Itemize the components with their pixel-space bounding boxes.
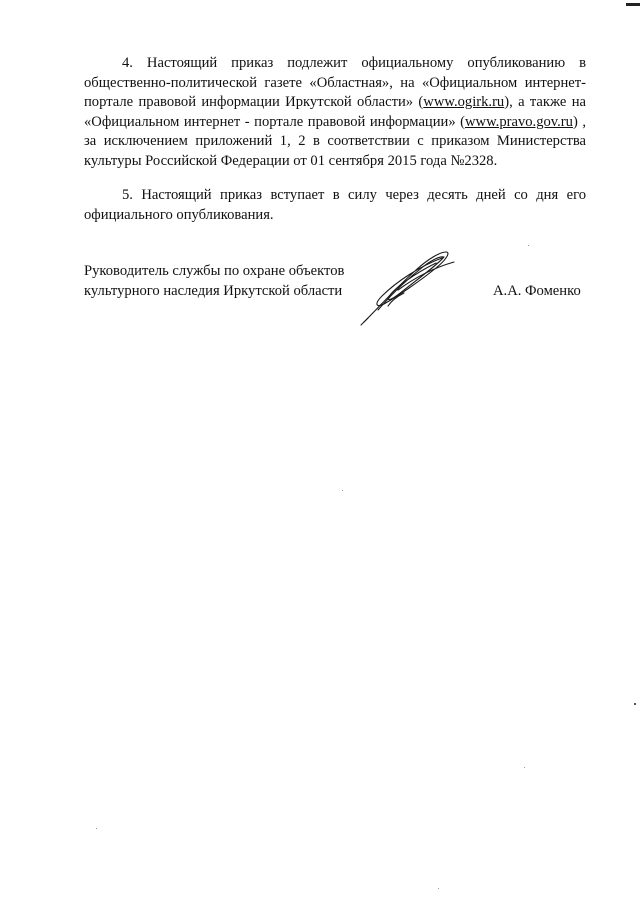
- signatory-title-line-2: культурного наследия Иркутской области: [84, 283, 343, 299]
- paragraph-5-line-1: 5. Настоящий приказ вступает в силу через десять дней со дня его: [122, 187, 586, 203]
- paragraph-5-line-2: официального опубликования.: [84, 206, 274, 223]
- scan-corner-mark: [626, 3, 640, 6]
- scan-speck: [524, 767, 525, 768]
- paragraph-4-line-1: 4. Настоящий приказ подлежит официальному опубликованию в: [122, 55, 586, 71]
- signatory-title: [84, 261, 344, 301]
- scan-speck: [528, 245, 529, 246]
- paragraph-4-line-3-text-b: ), а также на: [504, 94, 586, 111]
- scan-speck: [634, 703, 636, 705]
- signatory-title-line-1: Руководитель службы по охране объектов: [84, 263, 345, 279]
- paragraph-4-line-5: за исключением приложений 1, 2 в соответствии с приказом Министерства: [84, 133, 586, 150]
- paragraph-4-line-4-text-b: ) ,: [572, 113, 586, 130]
- paragraph-5: [84, 186, 586, 225]
- scan-speck: [438, 888, 439, 889]
- paragraph-4-line-3-text-a: портале правовой информации Иркутской области» (: [84, 94, 424, 111]
- handwritten-signature: [358, 246, 458, 326]
- ogirk-link: www.ogirk.ru: [423, 94, 505, 111]
- pravo-link: www.pravo.gov.ru: [465, 113, 573, 130]
- paragraph-4: [84, 54, 586, 172]
- paragraph-4-line-3: [84, 93, 586, 113]
- paragraph-4-line-2: общественно-политической газете «Областная», на «Официальном интернет-: [84, 74, 586, 91]
- paragraph-4-line-6: культуры Российской Федерации от 01 сентября 2015 года №2328.: [84, 152, 498, 169]
- paragraph-4-line-4: [84, 113, 586, 133]
- scan-speck: [342, 490, 343, 491]
- paragraph-4-line-4-text-a: «Официальном интернет - портале правовой информации» (: [84, 113, 466, 130]
- signatory-name: А.А. Фоменко: [493, 283, 581, 299]
- scan-speck: [96, 828, 97, 829]
